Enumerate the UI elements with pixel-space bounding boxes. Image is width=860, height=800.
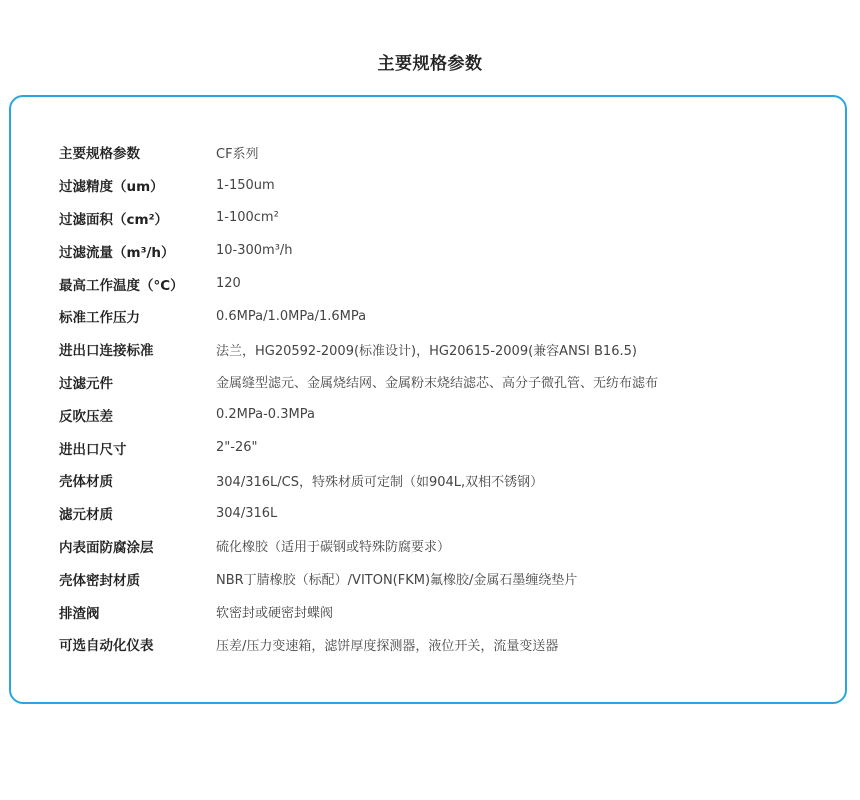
spec-value: 304/316L/CS，特殊材质可定制（如904L,双相不锈钢） [216, 474, 544, 490]
spec-label: 最高工作温度（°C） [59, 277, 184, 294]
spec-label: 可选自动化仪表 [59, 638, 154, 655]
spec-row-flow-rate [59, 234, 819, 267]
spec-row-filter-element [59, 366, 819, 399]
spec-value: 10-300m³/h [216, 243, 293, 259]
spec-label: 壳体材质 [59, 474, 113, 491]
spec-row-backflush-pressure [59, 398, 819, 431]
spec-row-element-material [59, 497, 819, 530]
spec-label: 进出口连接标准 [59, 343, 154, 360]
spec-row-filter-area [59, 202, 819, 235]
spec-label: 进出口尺寸 [59, 441, 127, 458]
spec-label: 主要规格参数 [59, 146, 140, 163]
spec-label: 标准工作压力 [59, 310, 140, 327]
spec-row-max-temperature [59, 267, 819, 300]
spec-row-working-pressure [59, 300, 819, 333]
spec-value: 120 [216, 276, 241, 292]
spec-row-coating [59, 530, 819, 563]
spec-label: 过滤精度（um） [59, 179, 164, 196]
spec-row-instruments [59, 628, 819, 661]
spec-value: 1-100cm² [216, 210, 279, 226]
spec-table [59, 136, 819, 661]
spec-row-filter-precision [59, 169, 819, 202]
spec-value: 软密封或硬密封蝶阀 [216, 606, 334, 622]
spec-card [9, 95, 847, 704]
spec-label: 过滤流量（m³/h） [59, 244, 175, 261]
spec-value: 2"-26" [216, 440, 258, 456]
spec-value: 1-150um [216, 177, 275, 193]
spec-label: 滤元材质 [59, 507, 113, 524]
spec-label: 壳体密封材质 [59, 572, 140, 589]
spec-label: 过滤元件 [59, 375, 113, 392]
spec-label: 内表面防腐涂层 [59, 539, 154, 556]
spec-row-seal-material [59, 562, 819, 595]
spec-value: NBR丁腈橡胶（标配）/VITON(FKM)氟橡胶/金属石墨缠绕垫片 [216, 573, 578, 589]
spec-label: 排渣阀 [59, 605, 100, 622]
spec-row-connection-standard [59, 333, 819, 366]
spec-value: 0.2MPa-0.3MPa [216, 407, 315, 423]
spec-row-discharge-valve [59, 595, 819, 628]
spec-label: 过滤面积（cm²） [59, 211, 168, 228]
spec-value: 金属缝型滤元、金属烧结网、金属粉末烧结滤芯、高分子微孔管、无纺布滤布 [216, 376, 659, 392]
spec-value: 法兰，HG20592-2009(标准设计)，HG20615-2009(兼容ANSI B16.5) [216, 343, 637, 359]
spec-value: 0.6MPa/1.0MPa/1.6MPa [216, 308, 367, 324]
spec-row-housing-material [59, 464, 819, 497]
page-title: 主要规格参数 [377, 54, 483, 74]
spec-value: 304/316L [216, 505, 278, 521]
spec-row-series [59, 136, 819, 169]
spec-row-port-size [59, 431, 819, 464]
spec-value: 压差/压力变速箱，滤饼厚度探测器，液位开关，流量变送器 [216, 638, 559, 654]
spec-value: CF系列 [216, 146, 259, 162]
spec-value: 硫化橡胶（适用于碳钢或特殊防腐要求） [216, 540, 451, 556]
spec-label: 反吹压差 [59, 408, 113, 425]
